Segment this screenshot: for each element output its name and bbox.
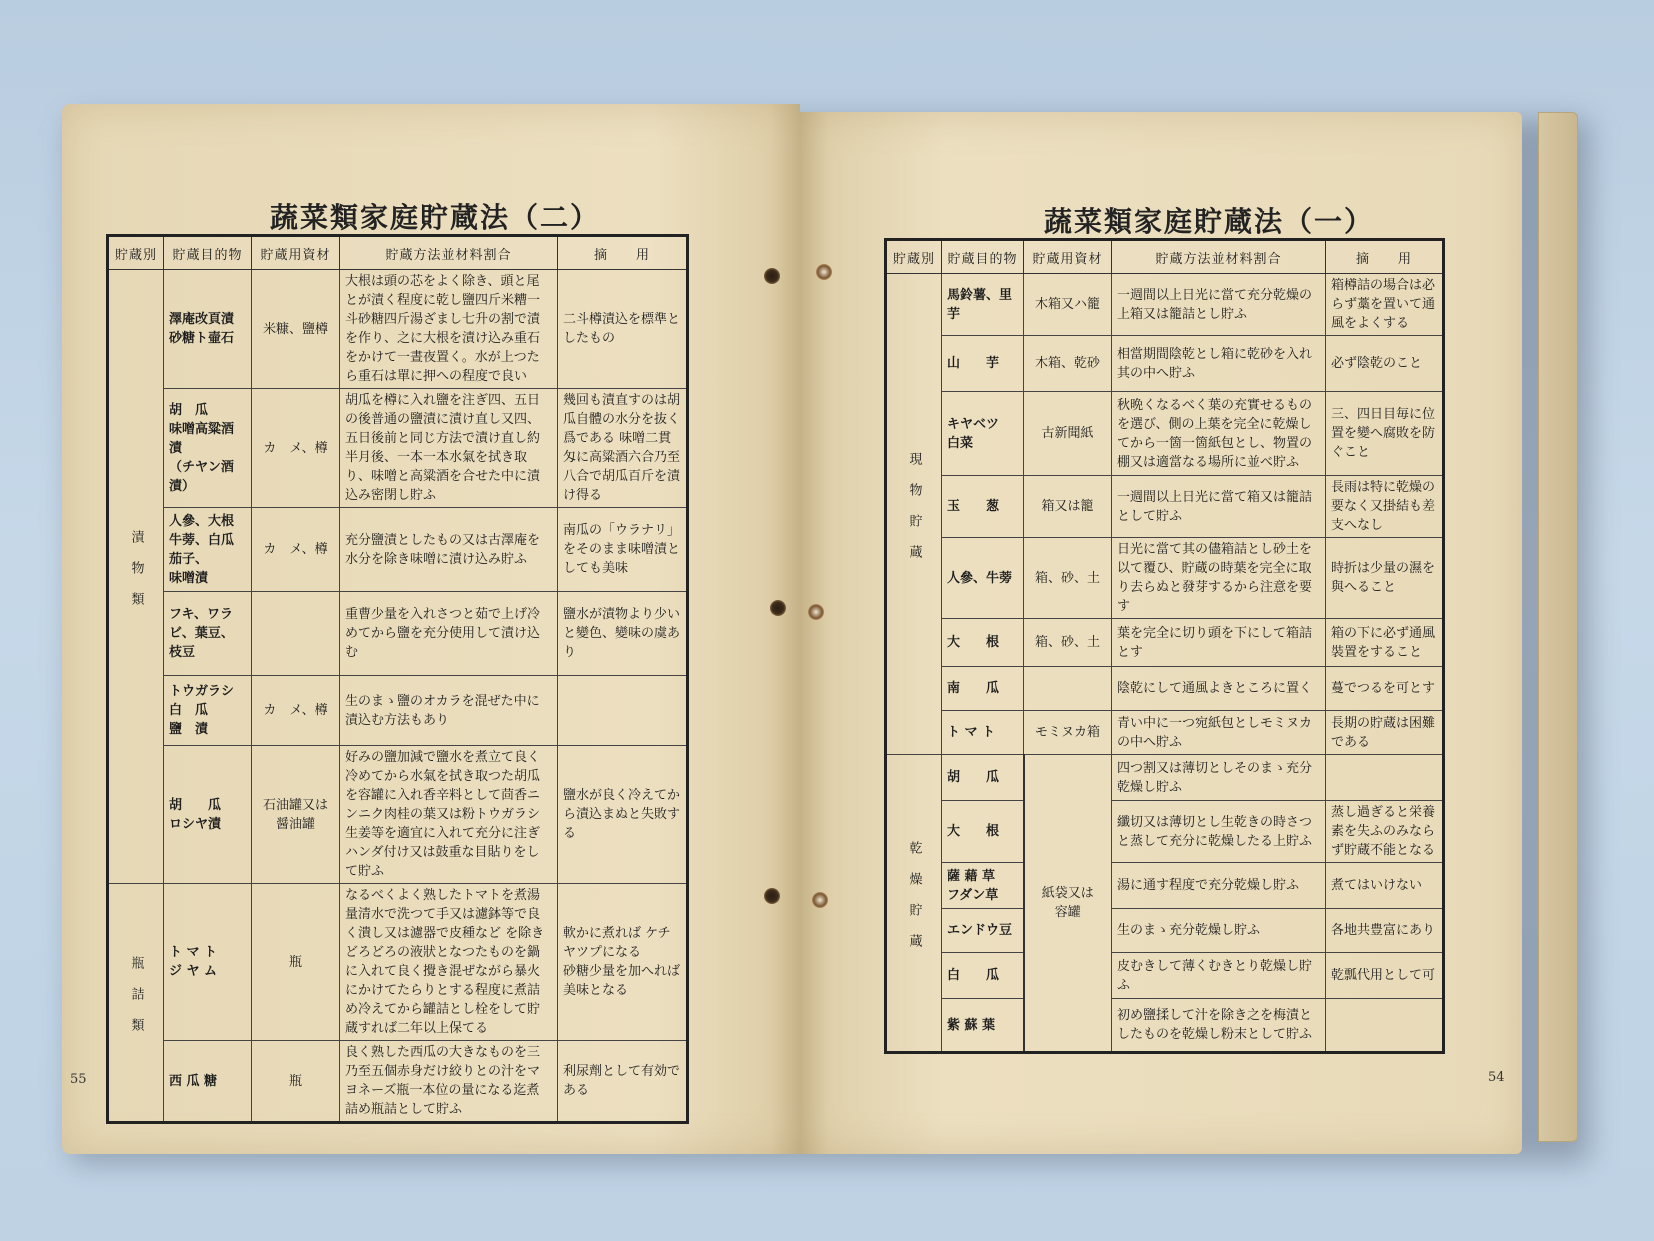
method-cell: 陰乾にして通風よきところに置く	[1112, 667, 1326, 711]
item-cell: 人參、牛蒡	[942, 538, 1024, 619]
method-cell: 秋晩くなるべく葉の充實せるものを選び、側の上葉を完全に乾燥してから一箇一箇紙包とし、物置の棚又は適當なる場所に並べ貯ふ	[1112, 392, 1326, 476]
right-page-number: 54	[1488, 1070, 1505, 1085]
method-cell: 生のまゝ鹽のオカラを混ぜた中に漬込む方法もあり	[340, 676, 558, 746]
method-cell: 一週間以上日光に當て充分乾燥の上箱又は籠詰とし貯ふ	[1112, 274, 1326, 336]
table-row	[886, 392, 1444, 476]
header-cell: 貯蔵方法並材料割合	[340, 236, 558, 270]
note-cell: 箱樽詰の場合は必らず藁を置いて通風をよくする	[1326, 274, 1444, 336]
material-cell: 木箱、乾砂	[1024, 336, 1112, 392]
header-cell: 貯蔵目的物	[942, 240, 1024, 274]
material-cell: カ メ、樽	[252, 389, 340, 508]
method-cell: 胡瓜を樽に入れ鹽を注ぎ四、五日の後普通の鹽漬に漬け直し又四、五日後前と同じ方法で漬け直し約半月後、一本一本水氣を拭き取り、味噌と高粱酒を合せた中に漬込み密閉し貯ふ	[340, 389, 558, 508]
material-cell: 米糠、鹽樽	[252, 270, 340, 389]
header-cell: 貯蔵目的物	[164, 236, 252, 270]
shared-material-cell: 紙袋又は 容罐	[1024, 755, 1112, 1053]
method-cell: 湯に通す程度で充分乾燥し貯ふ	[1112, 863, 1326, 909]
binding-hole	[764, 268, 780, 284]
material-cell: 箱又は籠	[1024, 476, 1112, 538]
method-cell: 四つ割又は薄切としそのまゝ充分乾燥し貯ふ	[1112, 755, 1326, 801]
item-cell: 大 根	[942, 619, 1024, 667]
material-cell: カ メ、樽	[252, 508, 340, 592]
header-cell: 貯蔵方法並材料割合	[1112, 240, 1326, 274]
note-cell: 各地共豊富にあり	[1326, 909, 1444, 953]
table-row	[886, 476, 1444, 538]
note-cell: 二斗樽漬込を標準としたもの	[558, 270, 688, 389]
item-cell: 南 瓜	[942, 667, 1024, 711]
header-cell: 貯蔵用資材	[252, 236, 340, 270]
left-page	[62, 104, 800, 1154]
note-cell: 鹽水が漬物より少いと變色、變味の虞あり	[558, 592, 688, 676]
note-cell: 箱の下に必ず通風裝置をすること	[1326, 619, 1444, 667]
table-row	[886, 336, 1444, 392]
note-cell: 長雨は特に乾燥の要なく又掛結も差支へなし	[1326, 476, 1444, 538]
material-cell: 木箱又ハ籠	[1024, 274, 1112, 336]
right-storage-table	[884, 238, 1445, 1054]
category-cell: 現物貯蔵	[886, 274, 942, 755]
table-row	[108, 746, 688, 884]
material-cell: 石油罐又は 醤油罐	[252, 746, 340, 884]
note-cell	[558, 676, 688, 746]
binding-hole	[808, 604, 824, 620]
item-cell: キヤベツ 白菜	[942, 392, 1024, 476]
category-cell: 瓶詰類	[108, 884, 164, 1123]
material-cell	[1024, 667, 1112, 711]
right-table-header-row	[886, 240, 1444, 274]
table-row	[108, 270, 688, 389]
item-cell: 胡 瓜	[942, 755, 1024, 801]
table-row	[886, 755, 1444, 801]
method-cell: 大根は頭の芯をよく除き、頭と尾とが漬く程度に乾し鹽四斤米糟一斗砂糖四斤湯ざまし七升の割で漬を作り、之に大根を漬け込み重石をかけて一晝夜置く。水が上つたら重石は單に押への程度で良い	[340, 270, 558, 389]
method-cell: 良く熟した西瓜の大きなものを三乃至五個赤身だけ絞りとの汁をマヨネーズ瓶一本位の量になる迄煮詰め瓶詰として貯ふ	[340, 1041, 558, 1123]
table-row	[886, 953, 1444, 999]
method-cell: 初め鹽揉して汁を除き之を梅漬としたものを乾燥し粉末として貯ふ	[1112, 999, 1326, 1053]
category-cell: 漬物類	[108, 270, 164, 884]
item-cell: 白 瓜	[942, 953, 1024, 999]
table-row	[886, 538, 1444, 619]
method-cell: 一週間以上日光に當て箱又は籠詰として貯ふ	[1112, 476, 1326, 538]
table-row	[108, 592, 688, 676]
binding-hole	[764, 888, 780, 904]
method-cell: 葉を完全に切り頭を下にして箱詰とす	[1112, 619, 1326, 667]
item-cell: 胡 瓜 味噌高粱酒漬 （チヤン酒漬）	[164, 389, 252, 508]
right-page-title: 蔬菜類家庭貯蔵法（一）	[1044, 205, 1375, 238]
note-cell	[1326, 755, 1444, 801]
note-cell: 時折は少量の濕を與へること	[1326, 538, 1444, 619]
binding-hole	[816, 264, 832, 280]
table-row	[886, 667, 1444, 711]
material-cell: 瓶	[252, 1041, 340, 1123]
material-cell: 箱、砂、土	[1024, 538, 1112, 619]
item-cell: エンドウ豆	[942, 909, 1024, 953]
item-cell: 人參、大根 牛蒡、白瓜 茄子、 味噌漬	[164, 508, 252, 592]
item-cell: 胡 瓜 ロシヤ漬	[164, 746, 252, 884]
table-row	[886, 274, 1444, 336]
item-cell: 薩 藉 草 フダン草	[942, 863, 1024, 909]
header-cell: 摘 用	[558, 236, 688, 270]
note-cell: 煮てはいけない	[1326, 863, 1444, 909]
left-page-title: 蔬菜類家庭貯蔵法（二）	[270, 201, 601, 234]
item-cell: 大 根	[942, 801, 1024, 863]
table-row	[886, 999, 1444, 1053]
method-cell: 青い中に一つ宛紙包としモミヌカの中へ貯ふ	[1112, 711, 1326, 755]
note-cell: 長期の貯蔵は困難である	[1326, 711, 1444, 755]
item-cell: ト マ ト ジ ヤ ム	[164, 884, 252, 1041]
note-cell: 利尿劑として有効である	[558, 1041, 688, 1123]
item-cell: 紫 蘇 葉	[942, 999, 1024, 1053]
header-cell: 貯蔵別	[886, 240, 942, 274]
note-cell: 軟かに煮れば ケチヤツプになる 砂糖少量を加へれば美味となる	[558, 884, 688, 1041]
note-cell: 幾回も漬直すのは胡瓜自體の水分を抜く爲である 味噌二貫匁に高粱酒六合乃至八合で胡瓜百斤を漬け得る	[558, 389, 688, 508]
material-cell: 古新聞紙	[1024, 392, 1112, 476]
item-cell: ト マ ト	[942, 711, 1024, 755]
note-cell: 南瓜の「ウラナリ」をそのまま味噌漬としても美味	[558, 508, 688, 592]
method-cell: 生のまゝ充分乾燥し貯ふ	[1112, 909, 1326, 953]
table-row	[108, 508, 688, 592]
method-cell: なるべくよく熟したトマトを煮湯量清水で洗つて手又は濾鉢等で良く潰し又は濾器で皮種など を除きどろどろの液狀となつたものを鍋に入れて良く攪き混ぜながら暴火にかけてたらりとする程度に煮詰め冷えてから罐詰とし栓をして貯蔵すれば二年以上保てる	[340, 884, 558, 1041]
item-cell: トウガラシ 白 瓜 鹽 漬	[164, 676, 252, 746]
table-row	[886, 801, 1444, 863]
note-cell	[1326, 999, 1444, 1053]
table-row	[886, 619, 1444, 667]
table-row	[108, 676, 688, 746]
material-cell: モミヌカ箱	[1024, 711, 1112, 755]
note-cell: 三、四日目毎に位置を變へ腐敗を防ぐこと	[1326, 392, 1444, 476]
method-cell: 相當期間陰乾とし箱に乾砂を入れ其の中へ貯ふ	[1112, 336, 1326, 392]
method-cell: 纖切又は薄切とし生乾きの時さつと蒸して充分に乾燥したる上貯ふ	[1112, 801, 1326, 863]
material-cell: 箱、砂、土	[1024, 619, 1112, 667]
material-cell	[252, 592, 340, 676]
binding-hole	[812, 892, 828, 908]
table-row	[108, 389, 688, 508]
item-cell: 西 瓜 糖	[164, 1041, 252, 1123]
note-cell: 乾瓢代用として可	[1326, 953, 1444, 999]
note-cell: 鹽水が良く冷えてから漬込まぬと失敗する	[558, 746, 688, 884]
item-cell: フキ、ワラビ、葉豆、 枝豆	[164, 592, 252, 676]
method-cell: 皮むきして薄くむきとり乾燥し貯ふ	[1112, 953, 1326, 999]
method-cell: 日光に當て其の儘箱詰とし砂土を以て覆ひ、貯蔵の時葉を完全に取り去らぬと發芽するから注意を要す	[1112, 538, 1326, 619]
left-storage-table	[106, 234, 689, 1124]
table-row	[886, 711, 1444, 755]
method-cell: 充分鹽漬としたもの又は古澤庵を水分を除き味噌に漬け込み貯ふ	[340, 508, 558, 592]
header-cell: 貯蔵別	[108, 236, 164, 270]
category-cell: 乾燥貯蔵	[886, 755, 942, 1053]
header-cell: 摘 用	[1326, 240, 1444, 274]
table-row	[886, 863, 1444, 909]
material-cell: 瓶	[252, 884, 340, 1041]
left-table-header-row	[108, 236, 688, 270]
right-page	[800, 112, 1522, 1154]
left-page-number: 55	[70, 1072, 87, 1087]
method-cell: 好みの鹽加減で鹽水を煮立て良く冷めてから水氣を拭き取つた胡瓜を容罐に入れ香辛料として茴香ニンニク肉桂の葉又は粉トウガラシ生姜等を適宜に入れて充分に注ぎハンダ付け又は鼓重な目貼りをして貯ふ	[340, 746, 558, 884]
note-cell: 蒸し過ぎると栄養素を失ふのみならず貯蔵不能となる	[1326, 801, 1444, 863]
binding-hole	[770, 600, 786, 616]
item-cell: 澤庵改頁漬 砂糖ト壷石	[164, 270, 252, 389]
header-cell: 貯蔵用資材	[1024, 240, 1112, 274]
page-stack-edge	[1538, 112, 1578, 1142]
material-cell: カ メ、樽	[252, 676, 340, 746]
table-row	[108, 1041, 688, 1123]
item-cell: 山 芋	[942, 336, 1024, 392]
note-cell: 蔓でつるを可とす	[1326, 667, 1444, 711]
table-row	[108, 884, 688, 1041]
table-row	[886, 909, 1444, 953]
note-cell: 必ず陰乾のこと	[1326, 336, 1444, 392]
item-cell: 玉 葱	[942, 476, 1024, 538]
method-cell: 重曹少量を入れさつと茹で上げ冷めてから鹽を充分使用して漬け込む	[340, 592, 558, 676]
item-cell: 馬鈴薯、里芋	[942, 274, 1024, 336]
